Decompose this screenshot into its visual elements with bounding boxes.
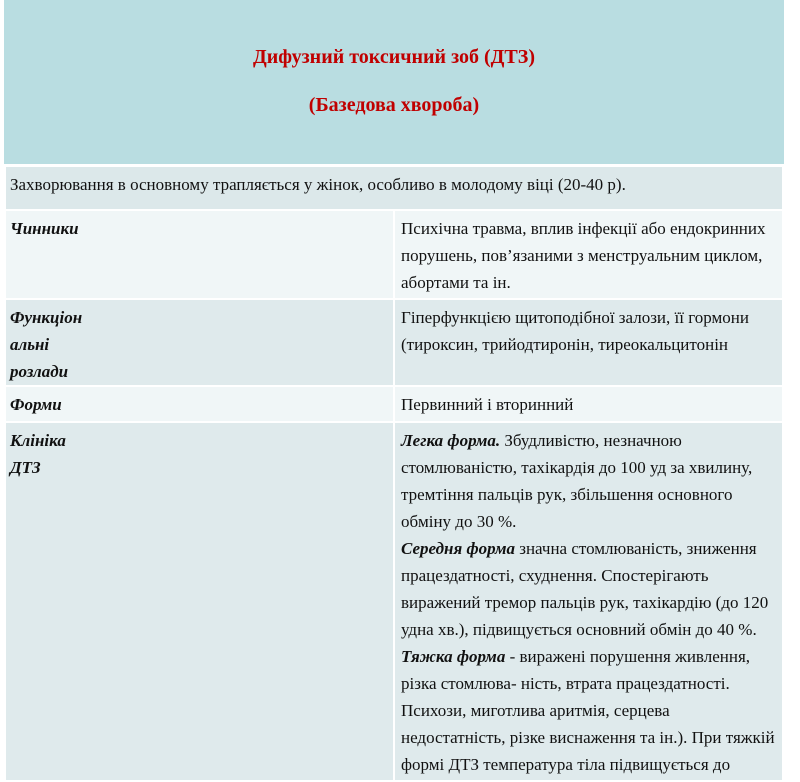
form-description: Збудливістю, незначною стомлюваністю, тахікардія до 100 уд за хвилину, тремтіння пальців рук, збільшення основного обміну до 30 %. <box>401 431 753 531</box>
row-label-causes: Чинники <box>5 210 394 299</box>
form-description: - виражені порушення живлення, різка стомлюва- ність, втрата працездатності. Психози, миготлива аритмія, серцева недостатність, різке виснаження та ін.). При тяжкій формі ДТЗ температура тіла підвищується до <box>401 647 775 774</box>
clinic-form-severe <box>401 643 776 778</box>
clinic-form-moderate <box>401 535 776 643</box>
form-description: значна стомлюваність, зниження працездатності, схуднення. Спостерігають виражений тремор пальців рук, тахікардію (до 120 удна хв.), підвищується основний обмін до 40 %. <box>401 539 769 639</box>
row-label-forms: Форми <box>5 386 394 422</box>
content-frame <box>4 0 784 774</box>
table-row <box>5 422 783 781</box>
label-line: альні <box>10 335 50 354</box>
row-value-clinic <box>394 422 783 781</box>
clinic-form-mild <box>401 427 776 535</box>
slide-title: Дифузний токсичний зоб (ДТЗ) <box>253 46 535 68</box>
form-name: Легка форма. <box>401 431 501 450</box>
slide-subtitle: (Базедова хвороба) <box>308 94 480 116</box>
form-name: Тяжка форма <box>401 647 506 666</box>
label-line: Клініка <box>10 431 66 450</box>
form-name: Середня форма <box>401 539 515 558</box>
title-banner <box>4 0 784 166</box>
label-line: розлади <box>10 362 69 381</box>
intro-text: Захворювання в основному трапляється у жінок, особливо в молодому віці (20-40 р). <box>5 166 783 210</box>
row-value-causes: Психічна травма, вплив інфекції або ендокринних порушень, пов’язаними з менструальним циклом, абортами та ін. <box>394 210 783 299</box>
table-row <box>5 299 783 386</box>
row-label-clinic <box>5 422 394 781</box>
label-line: ДТЗ <box>10 458 41 477</box>
row-value-forms: Первинний і вторинний <box>394 386 783 422</box>
table-row <box>5 210 783 299</box>
row-value-functional-disorders: Гіперфункцією щитоподібної залози, її гормони (тироксин, трийодтиронін, тиреокальцитонін <box>394 299 783 386</box>
row-label-functional-disorders <box>5 299 394 386</box>
table-row <box>5 386 783 422</box>
label-line: Функціон <box>10 308 83 327</box>
info-table <box>4 165 784 782</box>
intro-row <box>5 166 783 210</box>
